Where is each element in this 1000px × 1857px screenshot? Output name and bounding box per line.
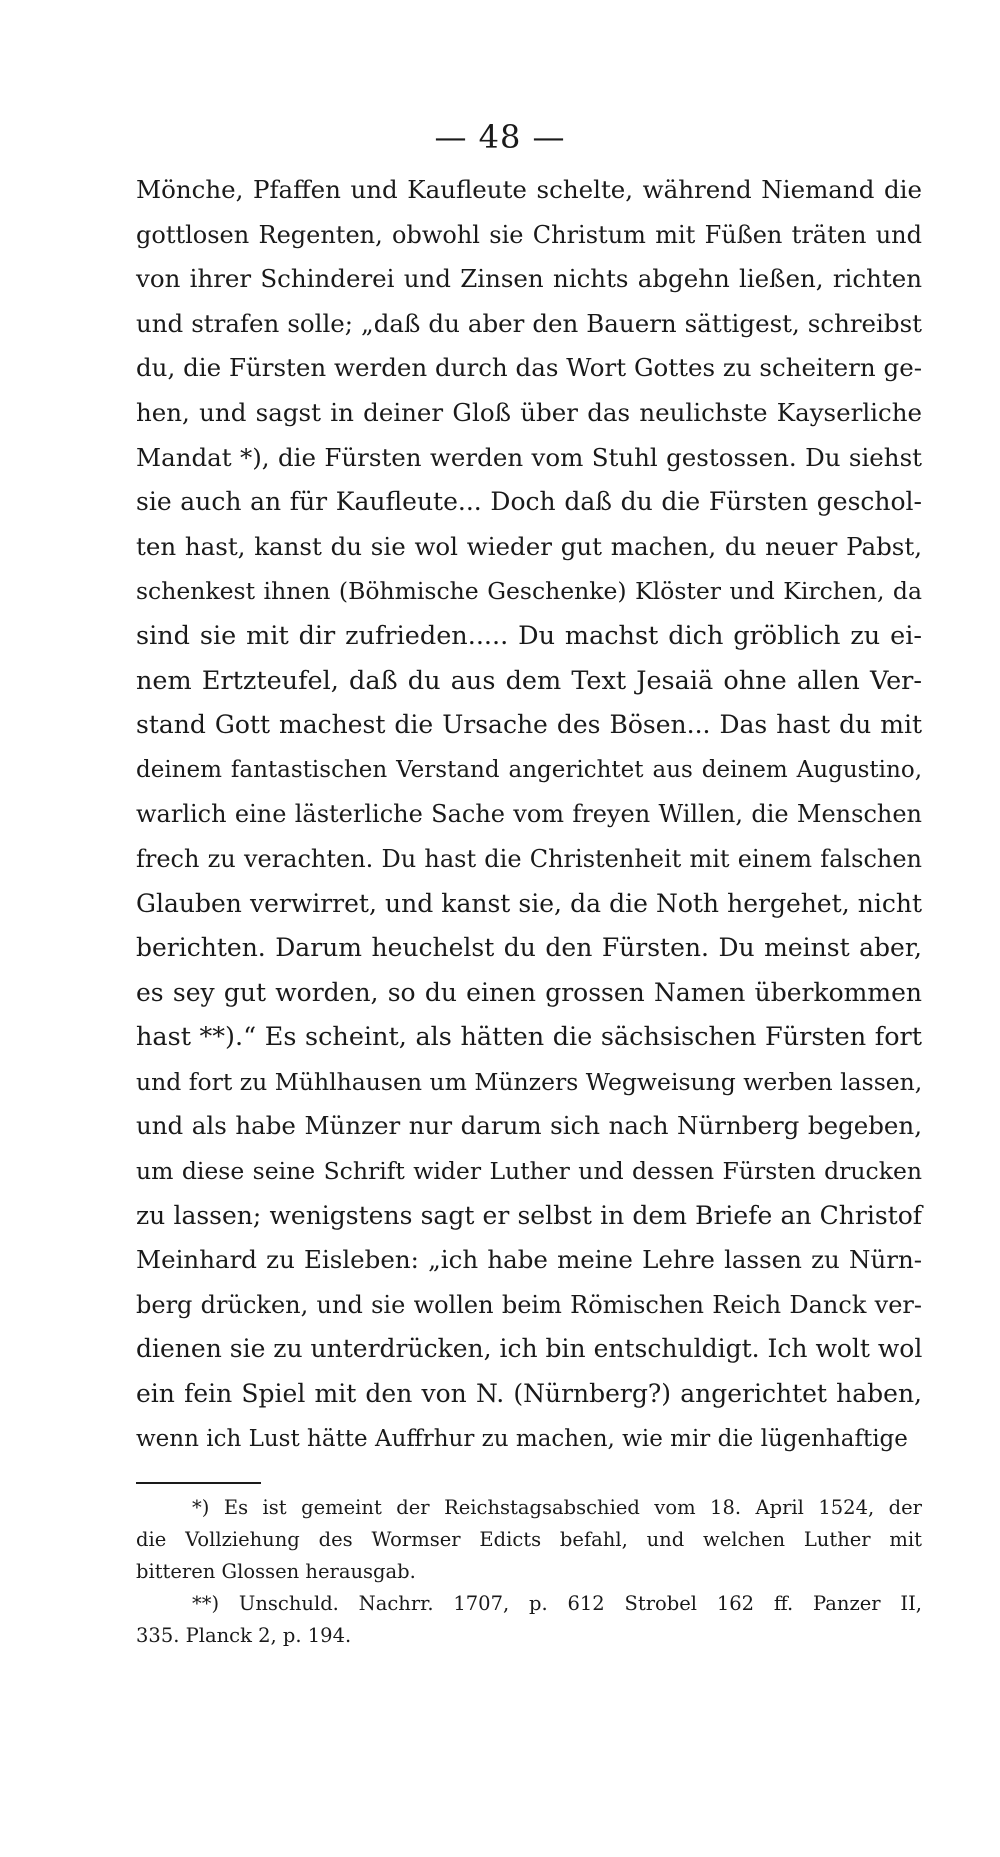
footnote-line: 335. Planck 2, p. 194. bbox=[136, 1624, 352, 1647]
body-line: und fort zu Mühlhausen um Münzers Wegweisung werben lassen, bbox=[136, 1067, 923, 1096]
body-line: es sey gut worden, so du einen grossen Namen überkommen bbox=[136, 977, 922, 1007]
body-line: wenn ich Lust hätte Auffrhur zu machen, wie mir die lügenhaftige bbox=[136, 1425, 908, 1452]
body-line: nem Ertzteufel, daß du aus dem Text Jesaiä ohne allen Ver- bbox=[136, 665, 922, 696]
footnote-line: die Vollziehung des Wormser Edicts befahl, und welchen Luther mit bbox=[136, 1528, 922, 1551]
body-line: sie auch an für Kaufleute... Doch daß du die Fürsten geschol- bbox=[136, 487, 922, 517]
body-line: berichten. Darum heuchelst du den Fürsten. Du meinst aber, bbox=[136, 933, 922, 963]
footnote-line: *) Es ist gemeint der Reichstagsabschied vom 18. April 1524, der bbox=[192, 1496, 922, 1519]
footnote-divider bbox=[136, 1482, 261, 1484]
body-line: hen, und sagst in deiner Gloß über das neulichste Kayserliche bbox=[136, 397, 922, 427]
body-line: hast **).“ Es scheint, als hätten die sächsischen Fürsten fort bbox=[136, 1022, 922, 1053]
body-line: schenkest ihnen (Böhmische Geschenke) Klöster und Kirchen, da bbox=[136, 577, 922, 606]
body-line: du, die Fürsten werden durch das Wort Gottes zu scheitern ge- bbox=[136, 353, 922, 383]
body-line: um diese seine Schrift wider Luther und dessen Fürsten drucken bbox=[136, 1157, 922, 1186]
body-line: ein fein Spiel mit den von N. (Nürnberg?) angerichtet haben, bbox=[136, 1379, 922, 1409]
body-line: Meinhard zu Eisleben: „ich habe meine Lehre lassen zu Nürn- bbox=[136, 1245, 922, 1275]
body-line: sind sie mit dir zufrieden..... Du machst dich gröblich zu ei- bbox=[136, 620, 922, 651]
body-line: Mönche, Pfaffen und Kaufleute schelte, während Niemand die bbox=[136, 175, 922, 204]
body-line: ten hast, kanst du sie wol wieder gut machen, du neuer Pabst, bbox=[136, 531, 922, 561]
body-line: und strafen solle; „daß du aber den Bauern sättigest, schreibst bbox=[136, 308, 922, 338]
footnote-line: **) Unschuld. Nachrr. 1707, p. 612 Strobel 162 ff. Panzer II, bbox=[192, 1592, 922, 1615]
body-line: warlich eine lästerliche Sache vom freyen Willen, die Menschen bbox=[136, 800, 922, 829]
body-line: Mandat *), die Fürsten werden vom Stuhl gestossen. Du siehst bbox=[136, 442, 922, 472]
body-line: und als habe Münzer nur darum sich nach Nürnberg begeben, bbox=[136, 1111, 922, 1141]
body-line: berg drücken, und sie wollen beim Römischen Reich Danck ver- bbox=[136, 1290, 922, 1319]
body-line: frech zu verachten. Du hast die Christenheit mit einem falschen bbox=[136, 844, 922, 873]
page-number: — 48 — bbox=[434, 118, 566, 156]
body-line: Glauben verwirret, und kanst sie, da die Noth hergehet, nicht bbox=[136, 888, 922, 918]
body-line: von ihrer Schinderei und Zinsen nichts abgehn ließen, richten bbox=[136, 264, 922, 294]
body-line: stand Gott machest die Ursache des Bösen... Das hast du mit bbox=[136, 710, 922, 740]
body-line: dienen sie zu unterdrücken, ich bin entschuldigt. Ich wolt wol bbox=[136, 1334, 923, 1364]
body-line: deinem fantastischen Verstand angerichtet aus deinem Augustino, bbox=[136, 756, 922, 783]
body-line: gottlosen Regenten, obwohl sie Christum mit Füßen träten und bbox=[136, 220, 922, 249]
body-line: zu lassen; wenigstens sagt er selbst in dem Briefe an Christof bbox=[136, 1200, 922, 1230]
body-text bbox=[136, 168, 922, 1461]
footnotes bbox=[136, 1492, 922, 1652]
footnote-line: bitteren Glossen herausgab. bbox=[136, 1560, 416, 1583]
